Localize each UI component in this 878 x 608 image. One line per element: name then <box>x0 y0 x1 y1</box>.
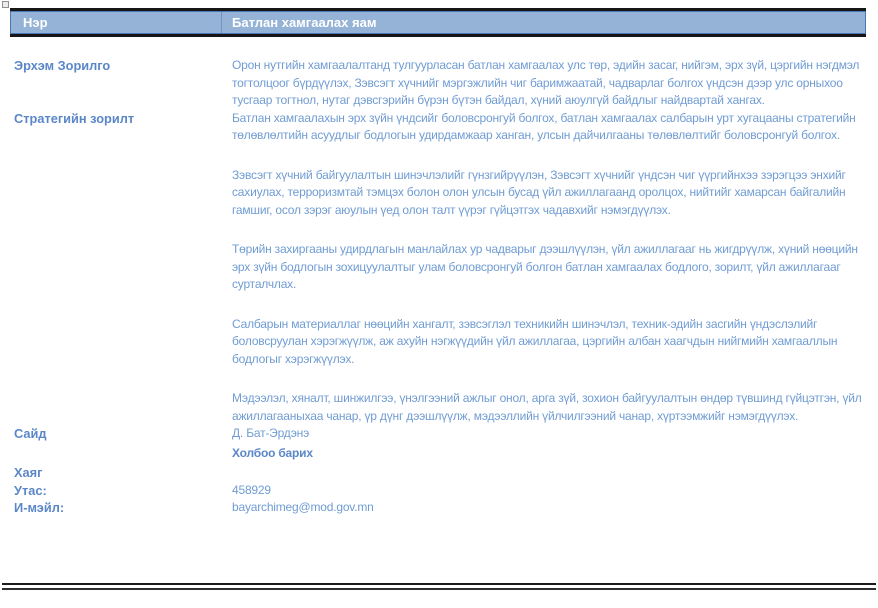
table-body <box>10 37 866 519</box>
contact-heading: Холбоо барих <box>232 445 313 460</box>
contact-heading-spacer <box>10 445 222 463</box>
strategy-label: Стратегийн зорилт <box>14 110 135 126</box>
address-label: Хаяг <box>14 465 43 480</box>
minister-label: Сайд <box>14 426 47 441</box>
mission-text: Орон нутгийн хамгаалалтанд тулгуурласан батлан хамгаалах улс төр, эдийн засаг, нийгэм, эрх зүй, цэргийн нэгдмэл тогтолцоог бүрдүүлэх, Зэвсэгт хүчнийг мэргэжлийн чиг баримжаатай, чадварлаг болгох үндсэн дээр улс орныхоо тусгаар тогтнол, нутаг дэвсгэрийн бүрэн бүтэн байдал, хүний аюулгүй байдлыг найдвартай хангах. <box>232 58 860 107</box>
strategy-paragraph: Төрийн захиргааны удирдлагын манлайлах ур чадварыг дээшлүүлэн, үйл ажиллагааг нь жигдрүүлж, хүний нөөцийн эрх зүйн бодлогын зохицуулалтыг улам боловсронгуй болгон батлан хамгаалах бодлого, зорилт, үйл ажиллагааг сурталчлах. <box>232 242 858 291</box>
contact-heading-row <box>10 445 866 463</box>
minister-name: Д. Бат-Эрдэнэ <box>232 426 310 440</box>
strategy-paragraph: Зэвсэгт хүчний байгуулалтын шинэчлэлийг гүнзгийрүүлэн, Зэвсэгт хүчнийг үндсэн чиг үүргийнхээ зэрэгцээ энхийг сахиулах, терроризмтай тэмцэх болон олон улсын бусад үйл ажиллагаанд оролцох, нийтийг хамарсан байгалийн гамшиг, осол зэрэг аюулын үед олон талт үүрэг гүйцэтгэх чадавхийг нэмэгдүүлэх. <box>232 167 846 217</box>
mission-label: Эрхэм Зорилго <box>14 58 111 73</box>
email-row <box>10 499 866 517</box>
phone-value: 458929 <box>232 482 271 497</box>
address-row <box>10 464 866 482</box>
bottom-double-rule <box>2 583 876 590</box>
address-value <box>222 464 866 482</box>
strategy-paragraph: Батлан хамгаалахын эрх зүйн үндсийг боловсронгуй болгох, батлан хамгаалах салбарын урт хугацааны стратегийн төлөвлөлтийн асуудлыг бодлогын удирдамжаар ханган, улсын дайчилгааны төлөвлөлтийг боловсронгуй болгох. <box>232 110 856 142</box>
minister-row <box>10 425 866 443</box>
email-value: bayarchimeg@mod.gov.mn <box>232 500 374 514</box>
strategy-paragraphs <box>222 110 866 426</box>
strategy-paragraph: Салбарын материаллаг нөөцийн хангалт, зэвсэглэл техникийн шинэчлэл, техник-эдийн засгийн үндэслэлийг боловсруулан хэрэгжүүлж, аж ахуйн нэгжүүдийн үйл ажиллагаа, цэргийн албан хаагчдын нийгмийн хамгааллын бодлогыг хэрэгжүүлэх. <box>232 316 838 366</box>
mission-row <box>10 57 866 110</box>
table-handle-icon[interactable] <box>2 1 9 8</box>
table-header-row <box>10 11 866 34</box>
header-ministry-cell: Батлан хамгаалах яам <box>232 15 377 30</box>
phone-label: Утас: <box>14 482 47 498</box>
phone-row <box>10 482 866 500</box>
header-name-cell: Нэр <box>23 15 48 30</box>
email-label: И-мэйл: <box>14 500 65 515</box>
strategy-row <box>10 110 866 426</box>
ministry-info-table <box>10 8 866 519</box>
strategy-paragraph: Мэдээлэл, хяналт, шинжилгээ, үнэлгээний ажлыг онол, арга зүй, зохион байгуулалтын өндөр түвшинд гүйцэтгэн, үйл ажиллагааныхаа чанар, үр дүнг дээшлүүлж, мэдээллийн үйлчилгээний чанар, хүртээмжийг нэмэгдүүлэх. <box>232 391 862 423</box>
